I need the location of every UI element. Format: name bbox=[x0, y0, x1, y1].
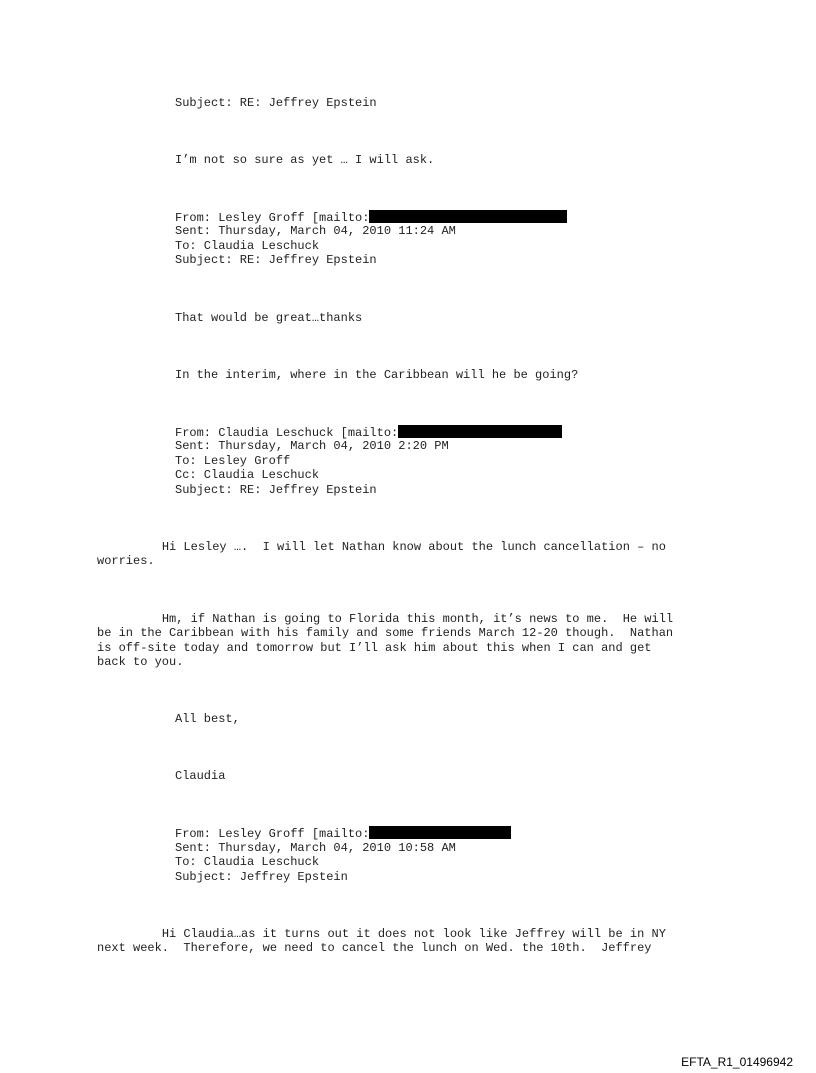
msg3-para1-line2: worries. bbox=[97, 554, 155, 568]
msg3-signature: Claudia bbox=[175, 769, 226, 783]
msg3-para2-line2: be in the Caribbean with his family and some friends March 12-20 though. Nathan bbox=[97, 626, 674, 640]
redaction-box bbox=[398, 425, 562, 438]
msg4-para-line2: next week. Therefore, we need to cancel the lunch on Wed. the 10th. Jeffrey bbox=[97, 941, 652, 955]
msg4-from bbox=[175, 826, 511, 841]
msg3-closing: All best, bbox=[175, 712, 240, 726]
redaction-box bbox=[369, 210, 567, 223]
bates-number: EFTA_R1_01496942 bbox=[681, 1055, 793, 1069]
msg3-para1-line1: Hi Lesley …. I will let Nathan know about the lunch cancellation – no bbox=[97, 540, 666, 554]
msg2-to: To: Claudia Leschuck bbox=[175, 239, 320, 253]
msg2-body-line1: That would be great…thanks bbox=[175, 311, 363, 325]
msg4-from-label: From: Lesley Groff [mailto: bbox=[175, 827, 370, 841]
msg2-from-label: From: Lesley Groff [mailto: bbox=[175, 211, 370, 225]
msg2-subject: Subject: RE: Jeffrey Epstein bbox=[175, 253, 377, 267]
msg1-body: I’m not so sure as yet … I will ask. bbox=[175, 153, 435, 167]
msg3-sent: Sent: Thursday, March 04, 2010 2:20 PM bbox=[175, 439, 449, 453]
msg3-para2-line3: is off-site today and tomorrow but I’ll ask him about this when I can and get bbox=[97, 641, 652, 655]
msg4-to: To: Claudia Leschuck bbox=[175, 855, 320, 869]
msg3-to: To: Lesley Groff bbox=[175, 454, 291, 468]
msg1-subject: Subject: RE: Jeffrey Epstein bbox=[175, 96, 377, 110]
msg3-subject: Subject: RE: Jeffrey Epstein bbox=[175, 483, 377, 497]
msg4-para-line1: Hi Claudia…as it turns out it does not look like Jeffrey will be in NY bbox=[97, 927, 666, 941]
msg3-para2-line1: Hm, if Nathan is going to Florida this month, it’s news to me. He will bbox=[97, 612, 674, 626]
msg2-body-line2: In the interim, where in the Caribbean will he be going? bbox=[175, 368, 579, 382]
msg3-cc: Cc: Claudia Leschuck bbox=[175, 468, 320, 482]
msg3-from-label: From: Claudia Leschuck [mailto: bbox=[175, 426, 399, 440]
redaction-box bbox=[369, 826, 511, 839]
msg3-para2-line4: back to you. bbox=[97, 655, 184, 669]
msg4-sent: Sent: Thursday, March 04, 2010 10:58 AM bbox=[175, 841, 456, 855]
msg4-subject: Subject: Jeffrey Epstein bbox=[175, 870, 348, 884]
msg2-sent: Sent: Thursday, March 04, 2010 11:24 AM bbox=[175, 224, 456, 238]
